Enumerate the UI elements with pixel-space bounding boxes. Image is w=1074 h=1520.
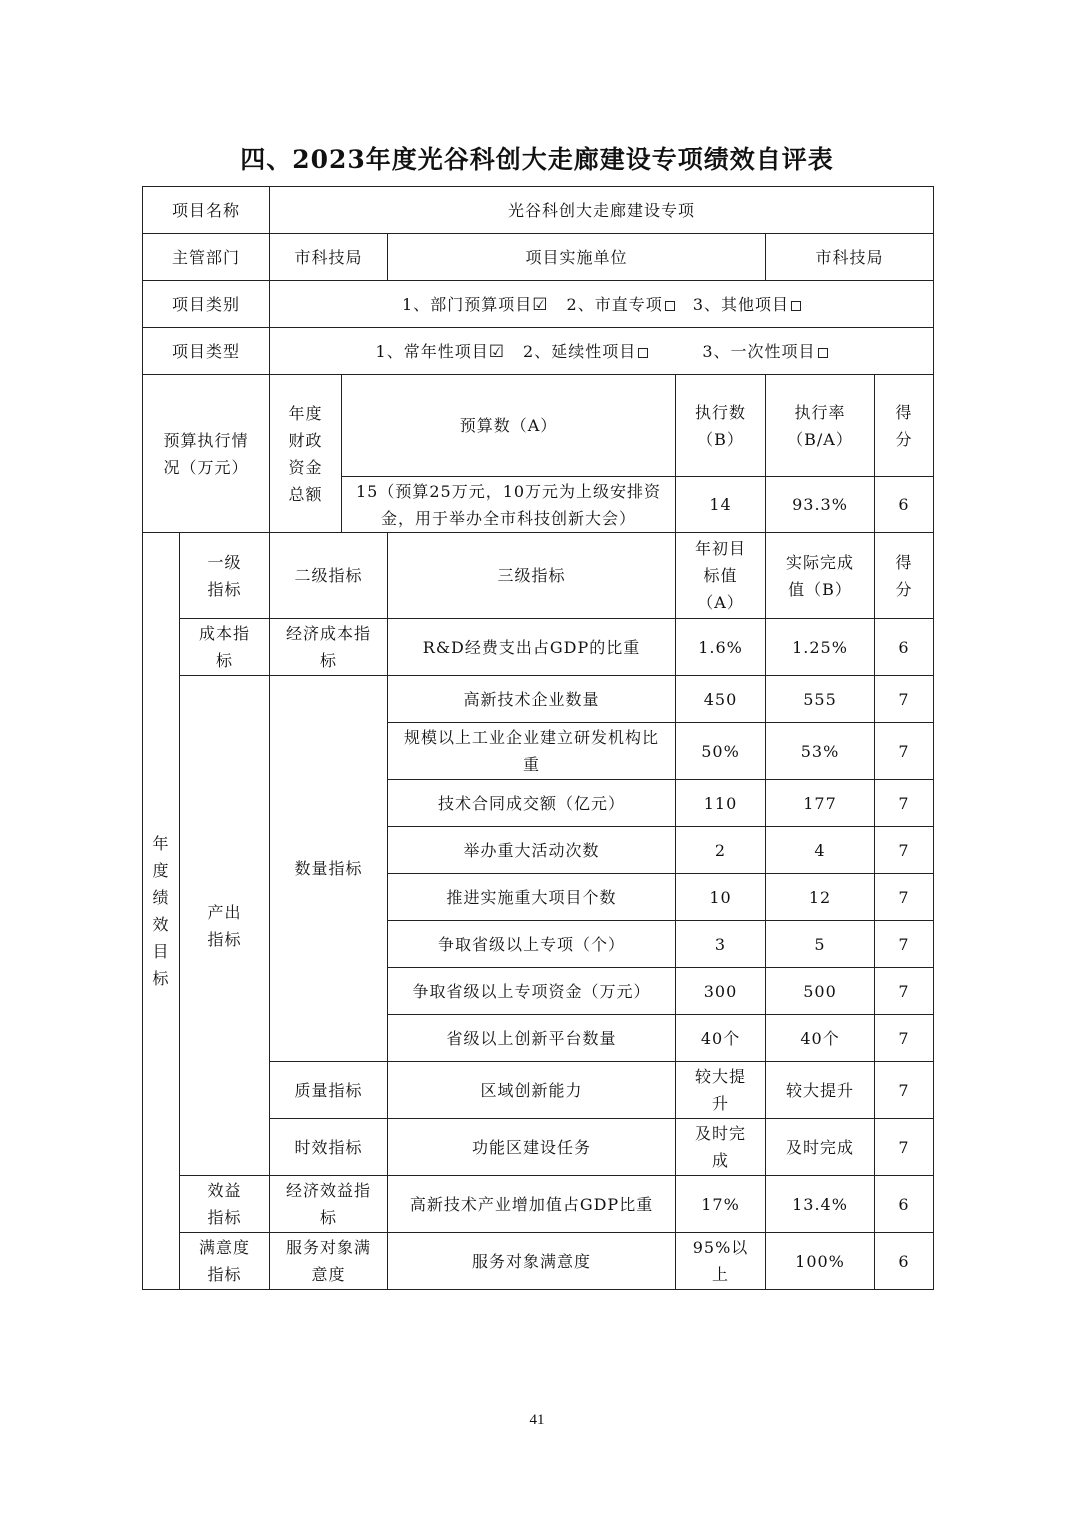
target-value: 2	[676, 827, 766, 874]
actual-value: 40个	[766, 1015, 875, 1062]
score-value: 7	[875, 780, 934, 827]
indicator: 技术合同成交额（亿元）	[388, 780, 676, 827]
indicator: 功能区建设任务	[388, 1119, 676, 1176]
target-value: 95%以上	[676, 1233, 766, 1290]
score-value: 7	[875, 921, 934, 968]
unit-value: 市科技局	[766, 234, 934, 281]
actual-header: 实际完成值（B）	[766, 533, 875, 619]
table-row	[143, 619, 934, 676]
category-row	[143, 281, 934, 328]
score-value: 7	[875, 1119, 934, 1176]
actual-value: 4	[766, 827, 875, 874]
project-name-row	[143, 187, 934, 234]
category-option-2: 2、市直专项	[566, 294, 663, 314]
score-value: 7	[875, 874, 934, 921]
table-row	[143, 676, 934, 723]
target-value: 110	[676, 780, 766, 827]
exec-b-label: 执行数（B）	[676, 375, 766, 477]
table-row	[143, 1233, 934, 1290]
indicator: 举办重大活动次数	[388, 827, 676, 874]
indicator: 争取省级以上专项（个）	[388, 921, 676, 968]
unit-label: 项目实施单位	[388, 234, 766, 281]
budget-a-value: 15（预算25万元，10万元为上级安排资金，用于举办全市科技创新大会）	[342, 477, 676, 533]
score-value: 6	[875, 619, 934, 676]
budget-score-label: 得分	[875, 375, 934, 477]
type-row	[143, 328, 934, 375]
subgroup-econ-cost: 经济成本指标	[270, 619, 388, 676]
target-value: 3	[676, 921, 766, 968]
level1-header: 一级指标	[180, 533, 270, 619]
actual-value: 12	[766, 874, 875, 921]
actual-value: 53%	[766, 723, 875, 780]
actual-value: 5	[766, 921, 875, 968]
actual-value: 500	[766, 968, 875, 1015]
budget-label: 预算执行情况（万元）	[143, 375, 270, 533]
category-option-3: 3、其他项目	[692, 294, 790, 314]
actual-value: 及时完成	[766, 1119, 875, 1176]
dept-value: 市科技局	[270, 234, 388, 281]
actual-value: 1.25%	[766, 619, 875, 676]
score-value: 7	[875, 723, 934, 780]
actual-value: 555	[766, 676, 875, 723]
checked-box-icon: ☑	[532, 294, 549, 315]
empty-box-icon	[818, 348, 828, 358]
score-value: 7	[875, 1015, 934, 1062]
page-number: 41	[529, 1412, 545, 1428]
target-value: 300	[676, 968, 766, 1015]
score-header: 得分	[875, 533, 934, 619]
target-value: 较大提升	[676, 1062, 766, 1119]
subgroup-timeliness: 时效指标	[270, 1119, 388, 1176]
group-benefit: 效益指标	[180, 1176, 270, 1233]
score-value: 6	[875, 1233, 934, 1290]
actual-value: 177	[766, 780, 875, 827]
performance-table	[142, 186, 934, 1290]
rate-label: 执行率（B/A）	[766, 375, 875, 477]
group-satisfaction: 满意度指标	[180, 1233, 270, 1290]
target-value: 及时完成	[676, 1119, 766, 1176]
category-label: 项目类别	[143, 281, 270, 328]
indicator: 规模以上工业企业建立研发机构比重	[388, 723, 676, 780]
actual-value: 较大提升	[766, 1062, 875, 1119]
exec-b-value: 14	[676, 477, 766, 533]
actual-value: 100%	[766, 1233, 875, 1290]
score-value: 7	[875, 1062, 934, 1119]
indicator: 推进实施重大项目个数	[388, 874, 676, 921]
type-option-1: 1、常年性项目	[375, 341, 489, 361]
actual-value: 13.4%	[766, 1176, 875, 1233]
dept-label: 主管部门	[143, 234, 270, 281]
empty-box-icon	[665, 301, 675, 311]
perf-section-label: 年度绩效目标	[143, 533, 180, 1290]
checked-box-icon: ☑	[488, 341, 505, 362]
target-value: 50%	[676, 723, 766, 780]
budget-score-value: 6	[875, 477, 934, 533]
annual-total-label: 年度财政资金总额	[270, 375, 342, 533]
score-value: 6	[875, 1176, 934, 1233]
type-option-2: 2、延续性项目	[523, 341, 637, 361]
level3-header: 三级指标	[388, 533, 676, 619]
indicator: 省级以上创新平台数量	[388, 1015, 676, 1062]
category-options	[270, 281, 934, 328]
target-header: 年初目标值（A）	[676, 533, 766, 619]
target-value: 17%	[676, 1176, 766, 1233]
indicator: 高新技术产业增加值占GDP比重	[388, 1176, 676, 1233]
target-value: 40个	[676, 1015, 766, 1062]
dept-row	[143, 234, 934, 281]
target-value: 450	[676, 676, 766, 723]
indicator: R&D经费支出占GDP的比重	[388, 619, 676, 676]
subgroup-econ-benefit: 经济效益指标	[270, 1176, 388, 1233]
category-option-1: 1、部门预算项目	[402, 294, 533, 314]
indicator: 高新技术企业数量	[388, 676, 676, 723]
score-value: 7	[875, 676, 934, 723]
group-output: 产出指标	[180, 676, 270, 1176]
indicator: 服务对象满意度	[388, 1233, 676, 1290]
subgroup-quantity: 数量指标	[270, 676, 388, 1062]
type-option-3: 3、一次性项目	[702, 341, 816, 361]
indicator: 区域创新能力	[388, 1062, 676, 1119]
table-row	[143, 1176, 934, 1233]
target-value: 1.6%	[676, 619, 766, 676]
type-options	[270, 328, 934, 375]
budget-header-row	[143, 375, 934, 477]
perf-header-row	[143, 533, 934, 619]
empty-box-icon	[638, 348, 648, 358]
subgroup-service-sat: 服务对象满意度	[270, 1233, 388, 1290]
project-name-label: 项目名称	[143, 187, 270, 234]
page-title: 四、2023年度光谷科创大走廊建设专项绩效自评表	[240, 145, 834, 174]
empty-box-icon	[791, 301, 801, 311]
rate-value: 93.3%	[766, 477, 875, 533]
group-cost: 成本指标	[180, 619, 270, 676]
subgroup-quality: 质量指标	[270, 1062, 388, 1119]
type-label: 项目类型	[143, 328, 270, 375]
score-value: 7	[875, 827, 934, 874]
project-name-value: 光谷科创大走廊建设专项	[270, 187, 934, 234]
indicator: 争取省级以上专项资金（万元）	[388, 968, 676, 1015]
budget-a-label: 预算数（A）	[342, 375, 676, 477]
target-value: 10	[676, 874, 766, 921]
score-value: 7	[875, 968, 934, 1015]
level2-header: 二级指标	[270, 533, 388, 619]
